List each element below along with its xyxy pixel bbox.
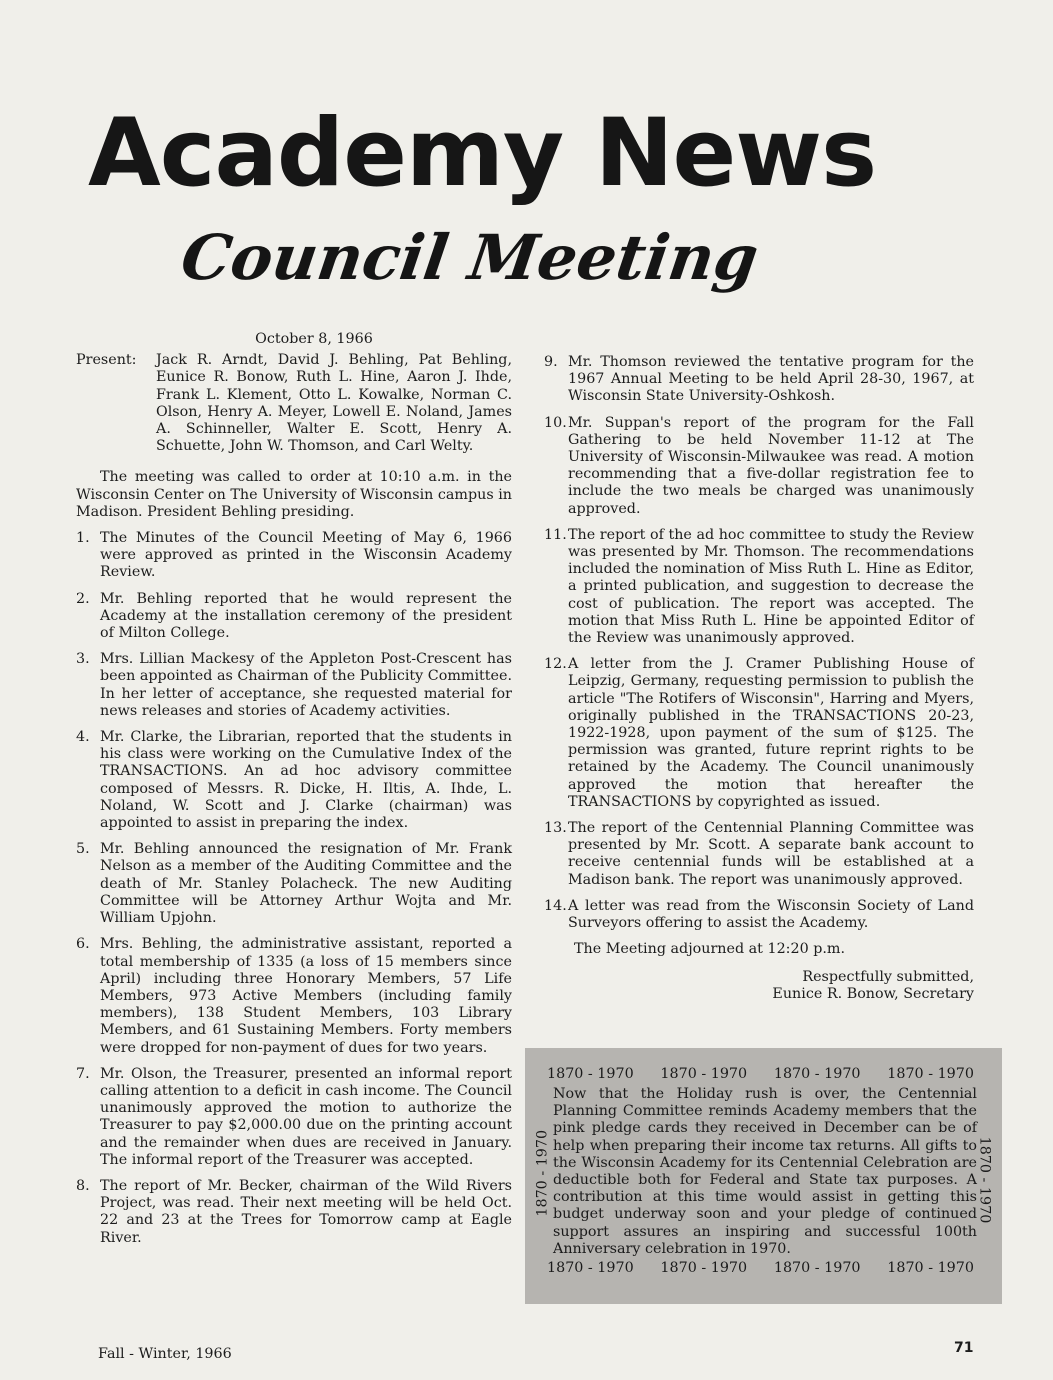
item-number: 5. [76, 841, 90, 858]
attendees-list: Jack R. Arndt, David J. Behling, Pat Behling, Eunice R. Bonow, Ruth L. Hine, Aaron J. Ihde, Frank L. Klement, Otto L. Kowalke, Norman C. Olson, Henry A. Meyer, Lowell E. Noland, James A. Schinneller, Walter E. Scott, Henry A. Schuette, John W. Thomson, and Carl Welty. [156, 352, 512, 455]
list-item [544, 898, 974, 932]
list-item [76, 1178, 512, 1247]
attendees-block [76, 352, 512, 455]
item-text: Mrs. Behling, the administrative assistant, reported a total membership of 1335 (a loss of 15 members since April) including three Honorary Members, 57 Life Members, 973 Active Members (including family members), 138 Student Members, 103 Library Members, and 61 Sustaining Members. Forty members were dropped for non-payment of dues for two years. [100, 936, 512, 1056]
item-number: 8. [76, 1177, 90, 1194]
list-item [544, 820, 974, 889]
list-item [76, 530, 512, 582]
item-number: 6. [76, 936, 90, 953]
list-item [76, 841, 512, 927]
list-item [544, 656, 974, 811]
item-text: The Minutes of the Council Meeting of May 6, 1966 were approved as printed in the Wisconsin Academy Review. [100, 530, 512, 581]
item-text: Mr. Behling reported that he would represent the Academy at the installation ceremony of the president of Milton College. [100, 590, 512, 642]
item-number: 3. [76, 651, 90, 668]
item-text: A letter was read from the Wisconsin Society of Land Surveyors offering to assist the Academy. [568, 897, 974, 932]
signoff-name: Eunice R. Bonow, Secretary [772, 985, 974, 1002]
centennial-label: 1870 - 1970 [887, 1066, 974, 1082]
item-number: 14. [544, 897, 567, 914]
centennial-label: 1870 - 1970 [773, 1066, 861, 1082]
item-text: Mr. Behling announced the resignation of Mr. Frank Nelson as a member of the Auditing Committee and the death of Mr. Stanley Polacheck. The new Auditing Committee will be Attorney Arthur Wojta and Mr. William Upjohn. [100, 841, 512, 927]
list-item [544, 527, 974, 647]
intro-paragraph: The meeting was called to order at 10:10 a.m. in the Wisconsin Center on The University of Wisconsin campus in Madison. President Behling presiding. [76, 469, 513, 520]
centennial-label: 1870 - 1970 [773, 1260, 861, 1276]
section-title: Council Meeting [176, 221, 763, 294]
list-item [76, 651, 512, 720]
item-number: 9. [544, 354, 558, 370]
right-column [544, 354, 974, 1003]
item-text: A letter from the J. Cramer Publishing House of Leipzig, Germany, requesting permission to publish the article "The Rotifers of Wisconsin", Harring and Myers, originally published in the TRANSACTIONS 20-23, 1922-1928, upon payment of the sum of $125. The permission was granted, future reprint rights to be retained by the Academy. The Council unanimously approved the motion that hereafter the TRANSACTIONS by copyrighted as issued. [568, 656, 974, 810]
minutes-list-right [544, 354, 974, 932]
item-number: 7. [76, 1065, 90, 1082]
centennial-label: 1870 - 1970 [887, 1260, 974, 1276]
item-text: The report of the Centennial Planning Committee was presented by Mr. Scott. A separate bank account to receive centennial funds will be established at a Madison bank. The report was unanimously approved. [568, 820, 974, 888]
list-item [544, 354, 974, 406]
item-text: Mr. Thomson reviewed the tentative program for the 1967 Annual Meeting to be held April 28-30, 1967, at Wisconsin State University-Oshkosh. [568, 354, 974, 405]
item-text: Mr. Olson, the Treasurer, presented an informal report calling attention to a deficit in cash income. The Council unanimously approved the motion to authorize the Treasurer to pay $2,000.00 due on the printing account and the remainder when dues are received in January. The informal report of the Treasurer was accepted. [100, 1065, 512, 1168]
attendees-label: Present: [76, 352, 137, 369]
issue-footer: Fall - Winter, 1966 [98, 1346, 232, 1362]
item-number: 1. [76, 530, 90, 547]
item-text: The report of the ad hoc committee to study the Review was presented by Mr. Thomson. The recommendations included the nomination of Miss Ruth L. Hine as Editor, a printed publication, and suggestion to decrease the cost of publication. The report was accepted. The motion that Miss Ruth L. Hine be appointed Editor of the Review was unanimously approved. [568, 526, 974, 647]
adjournment-note: The Meeting adjourned at 12:20 p.m. [574, 941, 846, 958]
item-number: 10. [544, 414, 567, 431]
item-number: 11. [544, 526, 567, 543]
item-number: 12. [544, 656, 567, 673]
centennial-notice-text: Now that the Holiday rush is over, the Centennial Planning Committee reminds Academy members that the pink pledge cards they received in December can be of help when preparing their income tax returns. All gifts to the Wisconsin Academy for its Centennial Celebration are deductible both for Federal and State tax purposes. A contribution at this time would assist in getting this budget underway soon and your pledge of continued support assures an inspiring and successful 100th Anniversary celebration in 1970. [553, 1086, 977, 1257]
list-item [544, 415, 974, 518]
centennial-label-vertical-left: 1870 - 1970 [534, 1129, 551, 1217]
item-number: 13. [544, 820, 567, 837]
meeting-date: October 8, 1966 [255, 331, 373, 347]
centennial-label-vertical-right: 1870 - 1970 [976, 1136, 993, 1224]
centennial-top-labels [547, 1066, 974, 1083]
centennial-label: 1870 - 1970 [660, 1260, 748, 1276]
list-item [76, 936, 512, 1056]
masthead-title: Academy News [88, 99, 877, 208]
list-item [76, 591, 512, 643]
list-item [76, 729, 512, 832]
item-text: The report of Mr. Becker, chairman of the Wild Rivers Project, was read. Their next meeting will be held Oct. 22 and 23 at the Trees for Tomorrow camp at Eagle River. [100, 1177, 512, 1246]
centennial-bottom-labels [547, 1260, 974, 1277]
item-text: Mr. Clarke, the Librarian, reported that the students in his class were working on the Cumulative Index of the TRANSACTIONS. An ad hoc advisory committee composed of Messrs. R. Dicke, H. Iltis, A. Ihde, L. Noland, W. Scott and J. Clarke (chairman) was appointed to assist in preparing the index. [100, 729, 512, 832]
page-number: 71 [954, 1340, 974, 1356]
item-text: Mr. Suppan's report of the program for the Fall Gathering to be held November 11-12 at The University of Wisconsin-Milwaukee was read. A motion recommending that a five-dollar registration fee to include the two meals be charged was unanimously approved. [568, 414, 974, 517]
signoff-line: Respectfully submitted, [802, 968, 974, 985]
left-column [76, 331, 512, 1256]
centennial-label: 1870 - 1970 [547, 1260, 634, 1276]
item-number: 4. [76, 729, 90, 746]
item-number: 2. [76, 590, 90, 607]
centennial-label: 1870 - 1970 [547, 1066, 634, 1082]
signoff [544, 969, 974, 1003]
centennial-notice-box [525, 1048, 1002, 1304]
minutes-list-left [76, 530, 512, 1247]
centennial-label: 1870 - 1970 [660, 1066, 748, 1082]
list-item [76, 1066, 512, 1169]
item-text: Mrs. Lillian Mackesy of the Appleton Post-Crescent has been appointed as Chairman of the Publicity Committee. In her letter of acceptance, she requested material for news releases and stories of Academy activities. [100, 651, 512, 719]
